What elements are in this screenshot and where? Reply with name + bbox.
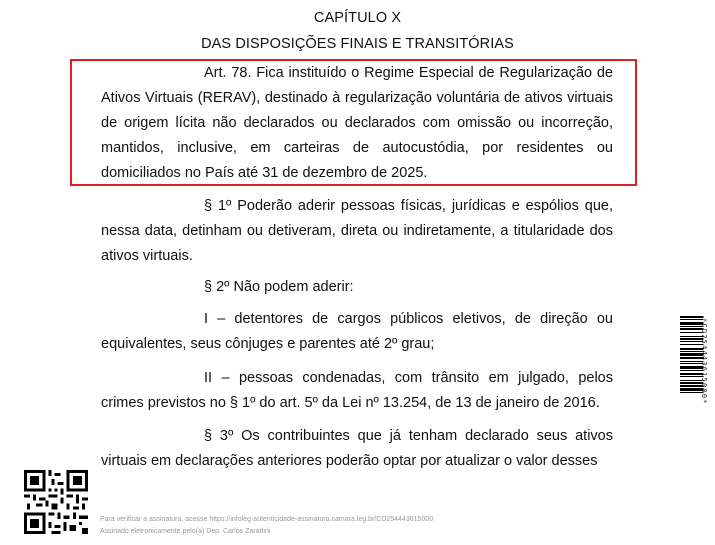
highlight-box [70,59,637,186]
verification-note: Para verificar a assinatura, acesse https://infoleg-autenticidade-assinatura.camara.leg.br/CD254443615000 [100,516,434,523]
item-i: I – detentores de cargos públicos eletivos, de direção ou equivalentes, seus cônjuges e parentes até 2º grau; [101,311,613,352]
article-78-paragraph: Art. 78. Fica instituído o Regime Especial de Regularização de Ativos Virtuais (RERAV), destinado à regularização voluntária de ativos virtuais de origem lícita não declarados ou declarados com omissão ou incorreção, mantidos, inclusive, em carteiras de autocustódia, por residentes ou domiciliados no País até 31 de dezembro de 2025. [101,65,613,181]
paragraph-3: § 3º Os contribuintes que já tenham declarado seus ativos virtuais em declarações anteriores poderão optar por atualizar o valor desses [101,428,613,469]
item-ii: II – pessoas condenadas, com trânsito em julgado, pelos crimes previstos no § 1º do art. 5º da Lei nº 13.254, de 13 de janeiro de 2016. [101,370,613,411]
signature-note: Assinado eletronicamente pelo(a) Dep. Carlos Zarattini [100,528,271,535]
qr-code-icon [24,470,88,534]
barcode-code: *CD254443615000* [700,318,708,405]
paragraph-2: § 2º Não podem aderir: [204,279,354,295]
chapter-heading: CAPÍTULO X [313,10,402,26]
chapter-title: DAS DISPOSIÇÕES FINAIS E TRANSITÓRIAS [201,36,514,52]
paragraph-1: § 1º Poderão aderir pessoas físicas, jurídicas e espólios que, nessa data, detinham ou detiveram, direta ou indiretamente, a titularidade dos ativos virtuais. [101,198,613,264]
